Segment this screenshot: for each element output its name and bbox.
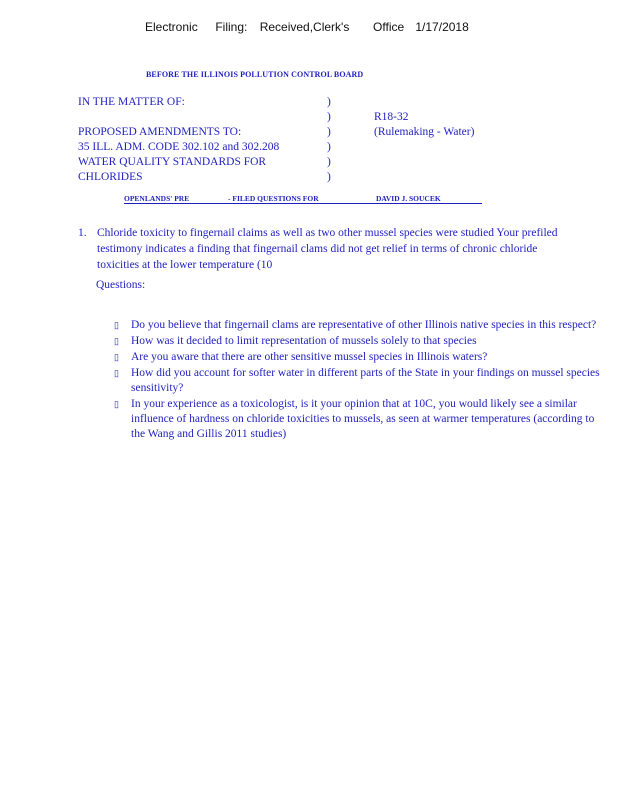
filed-questions-line	[124, 194, 482, 204]
bullet-icon: ▯	[114, 368, 119, 378]
header-date: 1/17/2018	[415, 20, 469, 34]
caption-line: PROPOSED AMENDMENTS TO:	[78, 126, 242, 138]
caption-row	[78, 110, 498, 125]
caption-row	[78, 125, 498, 140]
list-item	[114, 366, 604, 396]
caption-paren: )	[327, 156, 331, 168]
caption-line: CHLORIDES	[78, 171, 143, 183]
electronic-filing-header	[145, 20, 469, 34]
list-item-text: Are you aware that there are other sensitive mussel species in Illinois waters?	[131, 351, 488, 363]
list-item	[114, 334, 604, 349]
caption-line: IN THE MATTER OF:	[78, 96, 185, 108]
bullet-icon: ▯	[114, 320, 119, 330]
filed-right: DAVID J. SOUCEK	[376, 194, 482, 204]
filed-left: OPENLANDS' PRE	[124, 194, 228, 204]
header-filing: Filing:	[215, 20, 248, 34]
list-item-text: Do you believe that fingernail clams are representative of other Illinois native species in this respect?	[131, 319, 597, 331]
board-title: BEFORE THE ILLINOIS POLLUTION CONTROL BOARD	[146, 70, 364, 79]
caption-paren: )	[327, 111, 331, 123]
list-item-text: How was it decided to limit representation of mussels solely to that species	[131, 335, 477, 347]
caption-line: WATER QUALITY STANDARDS FOR	[78, 156, 267, 168]
list-item-text: In your experience as a toxicologist, is it your opinion that at 10C, you would likely see a similar influence of hardness on chloride toxicities to mussels, as seen at warmer temperatures (according to the Wang and Gillis 2011 studies)	[131, 398, 595, 440]
list-item	[114, 350, 604, 365]
caption-line: 35 ILL. ADM. CODE 302.102 and 302.208	[78, 141, 280, 153]
question-text: Chloride toxicity to fingernail claims as well as two other mussel species were studied Your prefiled testimony indicates a finding that fingernail clams did not get relief in terms of chronic chloride toxicities at the lower temperature (10	[97, 227, 558, 271]
case-caption	[78, 95, 498, 185]
bullet-icon: ▯	[114, 336, 119, 346]
caption-paren: )	[327, 171, 331, 183]
case-number: R18-32	[374, 111, 409, 123]
question-number: 1.	[78, 227, 87, 239]
list-item	[114, 318, 604, 333]
caption-row	[78, 95, 498, 110]
bullet-icon: ▯	[114, 352, 119, 362]
header-office: Office	[373, 20, 405, 34]
caption-paren: )	[327, 126, 331, 138]
header-received: Received,Clerk's	[259, 20, 350, 34]
header-electronic: Electronic	[145, 20, 198, 34]
questions-label: Questions:	[96, 279, 146, 291]
caption-row	[78, 140, 498, 155]
caption-row	[78, 170, 498, 185]
question-1	[78, 225, 558, 273]
filed-middle: - FILED QUESTIONS FOR	[228, 194, 376, 204]
list-item	[114, 397, 604, 442]
caption-row	[78, 155, 498, 170]
caption-paren: )	[327, 96, 331, 108]
case-type: (Rulemaking - Water)	[374, 126, 475, 138]
list-item-text: How did you account for softer water in different parts of the State in your findings on mussel species sensitivity?	[131, 367, 600, 394]
caption-paren: )	[327, 141, 331, 153]
bullet-icon: ▯	[114, 399, 119, 409]
question-bullet-list	[114, 318, 604, 443]
